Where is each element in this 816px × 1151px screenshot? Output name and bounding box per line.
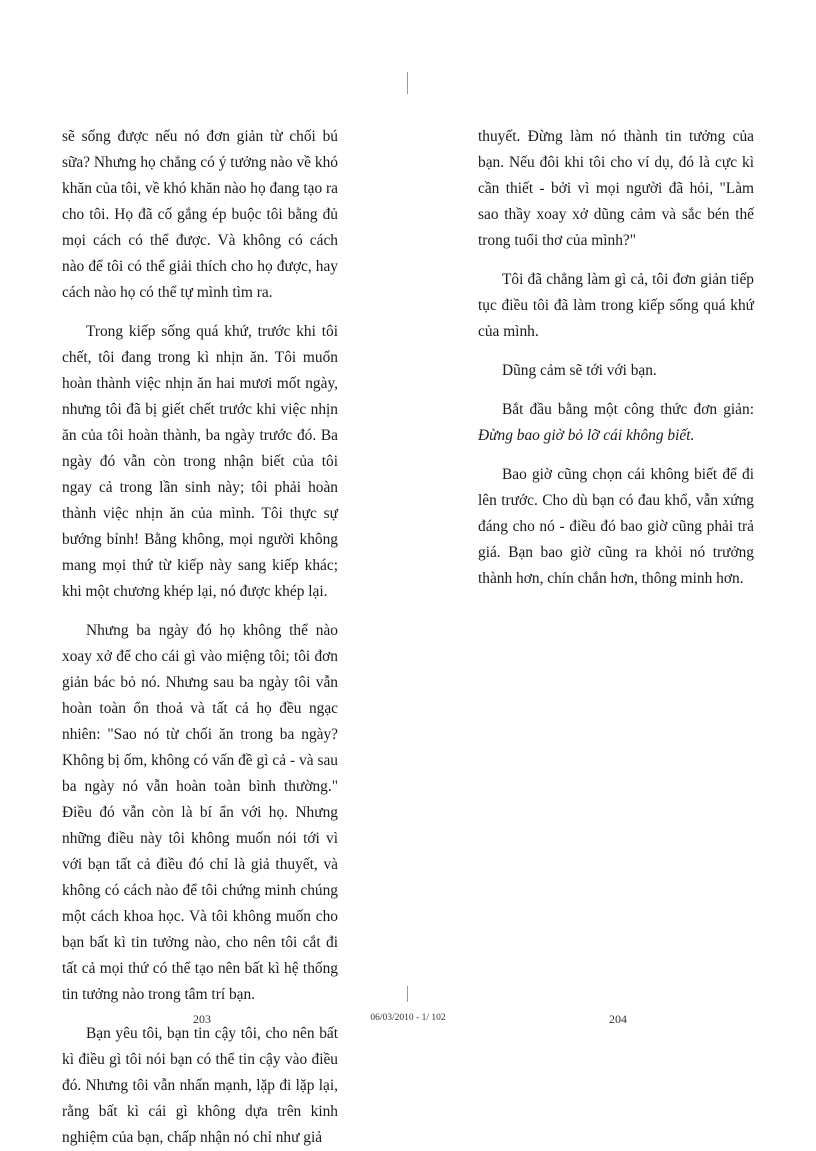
right-paragraph-1: thuyết. Đừng làm nó thành tin tưởng của bạn. Nếu đôi khi tôi cho ví dụ, đó là cực kì cần thiết - bởi vì mọi người đã hỏi, "Làm sao thầy xoay xở dũng cảm và sắc bén thế trong tuổi thơ của mình?" <box>478 128 754 249</box>
right-paragraph-5: Bao giờ cũng chọn cái không biết để đi lên trước. Cho dù bạn có đau khổ, vẫn xứng đáng cho nó - điều đó bao giờ cũng phải trả giá. Bạn bao giờ cũng ra khỏi nó trưởng thành hơn, chín chắn hơn, thông minh hơn. <box>478 466 754 587</box>
right-paragraph-3: Dũng cảm sẽ tới với bạn. <box>502 362 657 379</box>
left-paragraph-3: Nhưng ba ngày đó họ không thể nào xoay xở để cho cái gì vào miệng tôi; tôi đơn giản bác bỏ nó. Nhưng sau ba ngày tôi vẫn hoàn toàn ổn thoả và tất cả họ đều ngạc nhiên: "Sao nó từ chối ăn trong ba ngày? Không bị ốm, không có vấn đề gì cả - và sau ba ngày nó vẫn hoàn toàn bình thường." Điều đó vẫn còn là bí ẩn với họ. Nhưng những điều này tôi không muốn nói tới vì với bạn tất cả điều đó chỉ là giả thuyết, và không có cách nào để tôi chứng minh chúng một cách khoa học. Và tôi không muốn cho bạn bất kì tin tưởng nào, cho nên tôi cắt đi tất cả mọi thứ có thể tạo nên bất kì hệ thống tin tưởng nào trong tâm trí bạn. <box>62 622 338 1003</box>
right-paragraph-2: Tôi đã chẳng làm gì cả, tôi đơn giản tiếp tục điều tôi đã làm trong kiếp sống quá khứ của mình. <box>478 271 754 340</box>
left-paragraph-4: Bạn yêu tôi, bạn tin cậy tôi, cho nên bất kì điều gì tôi nói bạn có thể tin cậy vào điều đó. Nhưng tôi vẫn nhấn mạnh, lặp đi lặp lại, rằng bất kì cái gì không dựa trên kinh nghiệm của bạn, chấp nhận nó chỉ như giả <box>62 1025 338 1146</box>
print-stamp: 06/03/2010 - 1/ 102 <box>370 1013 446 1023</box>
left-paragraph-2: Trong kiếp sống quá khứ, trước khi tôi chết, tôi đang trong kì nhịn ăn. Tôi muốn hoàn thành việc nhịn ăn hai mươi mốt ngày, nhưng tôi đã bị giết chết trước khi việc nhịn ăn của tôi hoàn thành, ba ngày trước đó. Ba ngày đó vẫn còn trong nhận biết của tôi ngay cả trong lần sinh này; tôi phải hoàn thành việc nhịn ăn của mình. Tôi thực sự bướng bỉnh! Bằng không, mọi người không mang mọi thứ từ kiếp này sang kiếp khác; khi một chương khép lại, nó được khép lại. <box>62 323 338 600</box>
right-page-number: 204 <box>609 1012 627 1026</box>
right-paragraph-4-italic: Đừng bao giờ bỏ lỡ cái không biết. <box>478 427 695 444</box>
bottom-fold-mark <box>407 986 408 1002</box>
right-page-text <box>478 124 754 592</box>
right-paragraph-4-lead: Bắt đầu bằng một công thức đơn giản: <box>502 401 754 418</box>
left-paragraph-1: sẽ sống được nếu nó đơn giản từ chối bú sữa? Nhưng họ chẳng có ý tưởng nào về khó khăn của tôi, về khó khăn nào họ đang tạo ra cho tôi. Họ đã cố gắng ép buộc tôi bằng đủ mọi cách có thể được. Và không có cách nào để tôi có thể giải thích cho họ được, hay cách nào họ có thể tự mình tìm ra. <box>62 128 338 301</box>
top-fold-mark <box>407 72 408 94</box>
left-page-text <box>62 124 338 1151</box>
left-page-number: 203 <box>193 1012 211 1026</box>
right-paragraph-4 <box>478 397 754 449</box>
